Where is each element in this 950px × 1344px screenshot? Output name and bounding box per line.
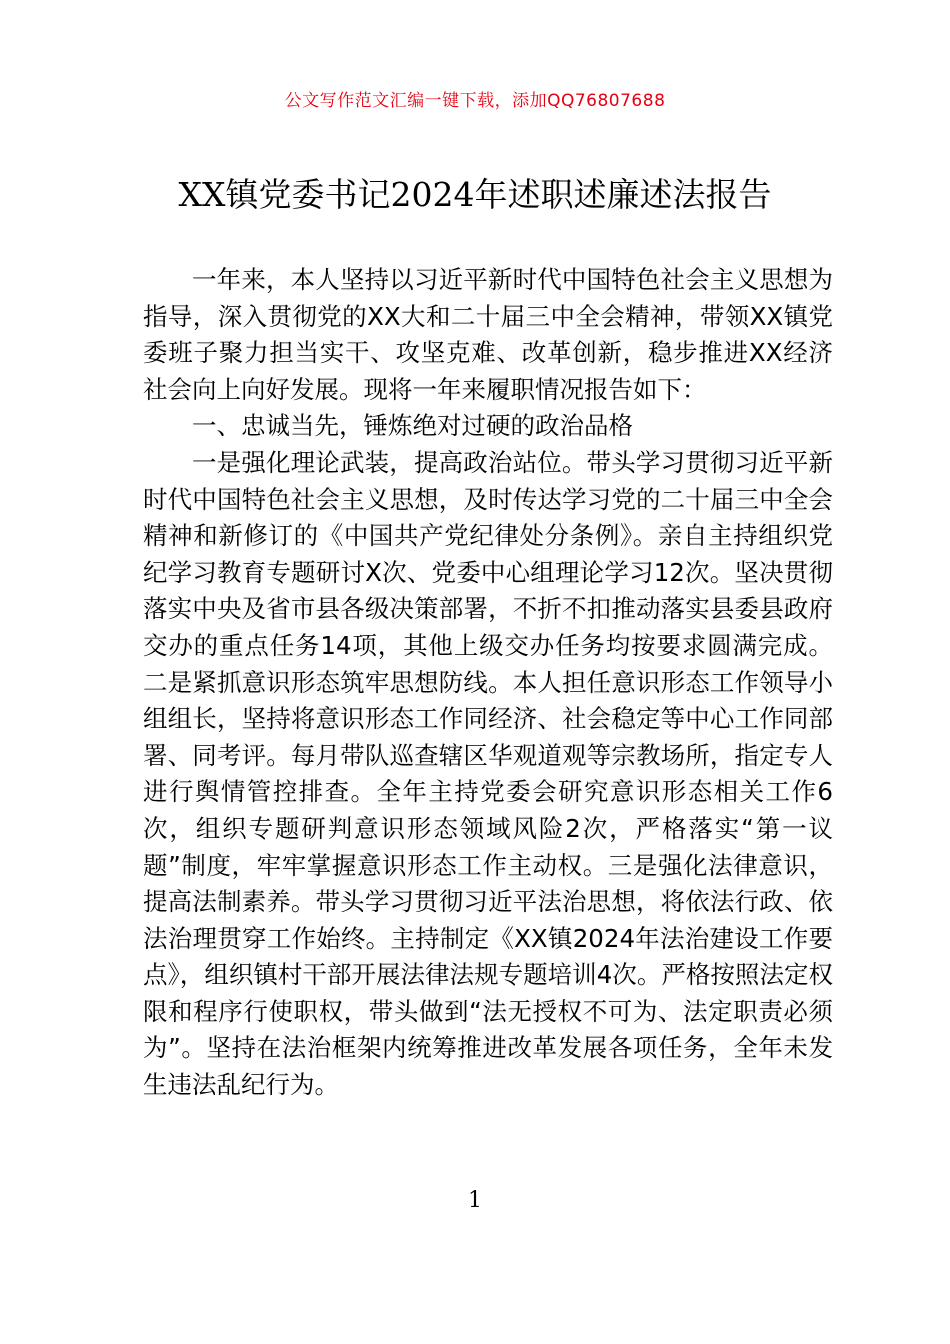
document-title: XX镇党委书记2024年述职述廉述法报告 [178,175,772,214]
section-paragraph: 一是强化理论武装，提高政治站位。带头学习贯彻习近平新时代中国特色社会主义思想，及时传达学习党的二十届三中全会精神和新修订的《中国共产党纪律处分条例》。亲自主持组织党纪学习教育专题研讨X次、党委中心组理论学习12次。坚决贯彻落实中央及省市县各级决策部署，不折不扣推动落实县委县政府交办的重点任务14项，其他上级交办任务均按要求圆满完成。二是紧抓意识形态筑牢思想防线。本人担任意识形态工作领导小组组长，坚持将意识形态工作同经济、社会稳定等中心工作同部署、同考评。每月带队巡查辖区华观道观等宗教场所，指定专人进行舆情管控排查。全年主持党委会研究意识形态相关工作6次，组织专题研判意识形态领域风险2次，严格落实“第一议题”制度，牢牢掌握意识形态工作主动权。三是强化法律意识，提高法制素养。带头学习贯彻习近平法治思想，将依法行政、依法治理贯穿工作始终。主持制定《XX镇2024年法治建设工作要点》，组织镇村干部开展法律法规专题培训4次。严格按照法定权限和程序行使职权，带头做到“法无授权不可为、法定职责必须为”。坚持在法治框架内统筹推进改革发展各项任务，全年未发生违法乱纪行为。 [143,447,833,1100]
page-number: 1 [468,1188,482,1213]
intro-paragraph: 一年来，本人坚持以习近平新时代中国特色社会主义思想为指导，深入贯彻党的XX大和二十届三中全会精神，带领XX镇党委班子聚力担当实干、攻坚克难、改革创新，稳步推进XX经济社会向上向好发展。现将一年来履职情况报告如下： [143,265,833,404]
document-body [143,262,833,1104]
header-download-note: 公文写作范文汇编一键下载，添加QQ76807688 [284,91,666,111]
section-heading: 一、忠诚当先，锤炼绝对过硬的政治品格 [192,411,633,441]
